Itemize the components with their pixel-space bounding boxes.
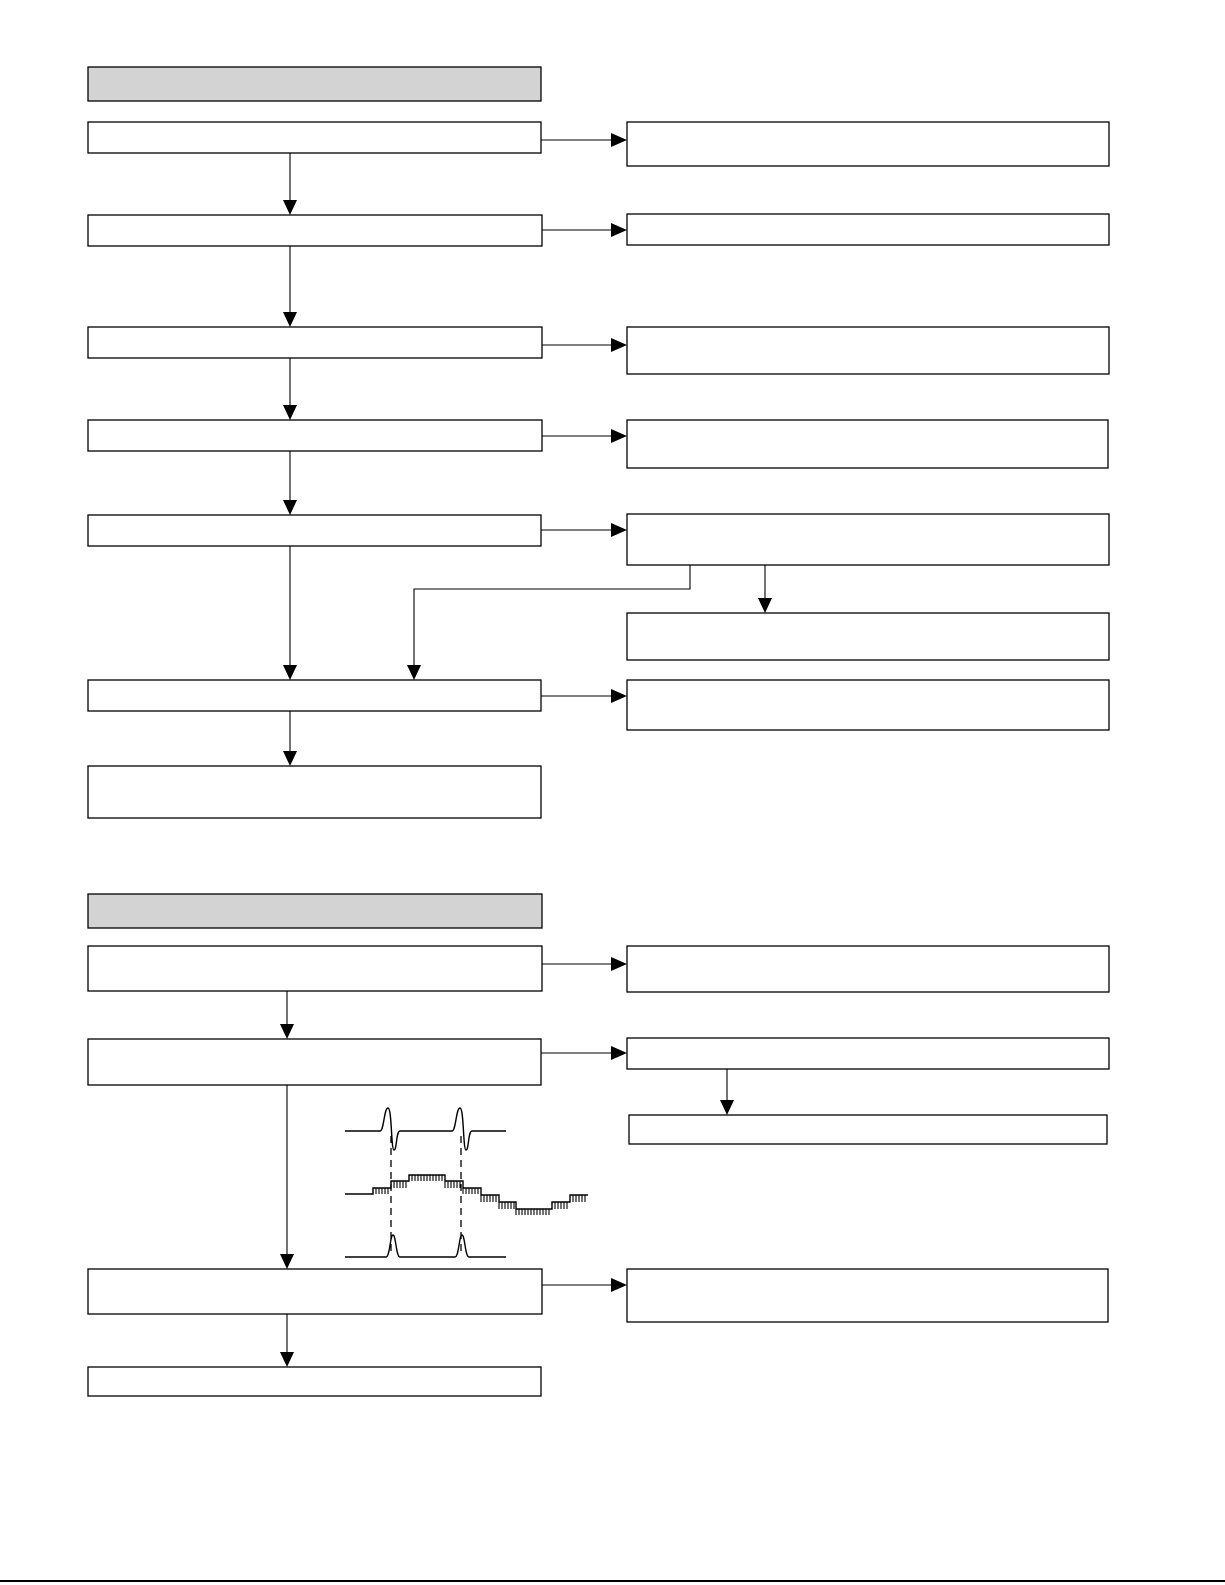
s1-result-1 — [627, 122, 1109, 166]
s1-h-arrowhead-1 — [611, 133, 627, 147]
s1-arrowhead-5-6 — [283, 665, 297, 680]
s1-result-2 — [627, 214, 1109, 245]
s1-arrowhead-2-3 — [283, 312, 297, 327]
section-1 — [88, 67, 1109, 818]
s2-step-4 — [88, 1367, 541, 1396]
s2-arrowhead-1-2 — [280, 1024, 294, 1039]
s1-arrowhead-4-5 — [283, 500, 297, 515]
s1-h-arrowhead-5 — [611, 523, 627, 537]
s2-result-1 — [627, 946, 1109, 992]
s1-step-2 — [88, 215, 542, 246]
waveform-bottom-trace — [345, 1235, 506, 1257]
s1-arrowhead-1-2 — [283, 200, 297, 215]
s1-h-arrowhead-4 — [611, 429, 627, 443]
page-bottom-rule — [0, 1580, 1225, 1582]
s1-step-5 — [88, 515, 541, 546]
s2-arrowhead-3-4 — [280, 1352, 294, 1367]
s1-result-3 — [627, 327, 1109, 374]
s1-arrowhead-6-7 — [283, 751, 297, 766]
s2-step-1 — [88, 946, 542, 991]
s1-step-4 — [88, 420, 542, 451]
s2-step-2 — [88, 1039, 541, 1085]
s1-loop-arrowhead — [407, 665, 421, 680]
section-1-header — [88, 67, 541, 101]
s1-step-1 — [88, 122, 541, 153]
s2-h-arrowhead-1 — [611, 957, 627, 971]
s1-h-arrowhead-6 — [611, 689, 627, 703]
s1-result-6 — [627, 613, 1109, 660]
s2-result-4 — [627, 1269, 1108, 1322]
s1-step-7 — [88, 766, 541, 818]
waveform-diagram — [345, 1108, 588, 1257]
s2-result-3 — [629, 1115, 1107, 1144]
s1-arrowhead-r5-r6 — [758, 598, 772, 613]
s2-h-arrowhead-2 — [611, 1046, 627, 1060]
section-2-header — [88, 894, 542, 928]
s1-step-3 — [88, 327, 542, 358]
s1-h-arrowhead-2 — [611, 223, 627, 237]
s1-step-6 — [88, 680, 541, 711]
s1-h-arrowhead-3 — [611, 338, 627, 352]
s2-h-arrowhead-3 — [611, 1278, 627, 1292]
s1-result-5 — [627, 514, 1109, 565]
s2-step-3 — [88, 1269, 542, 1314]
s2-result-2 — [627, 1038, 1109, 1069]
s1-result-7 — [627, 680, 1109, 730]
s1-result-4 — [627, 420, 1108, 468]
waveform-top-trace — [345, 1108, 506, 1150]
s1-arrowhead-3-4 — [283, 405, 297, 420]
section-2 — [88, 894, 1109, 1396]
s2-arrowhead-r2-r3 — [720, 1100, 734, 1115]
s2-arrowhead-2-3 — [280, 1254, 294, 1269]
